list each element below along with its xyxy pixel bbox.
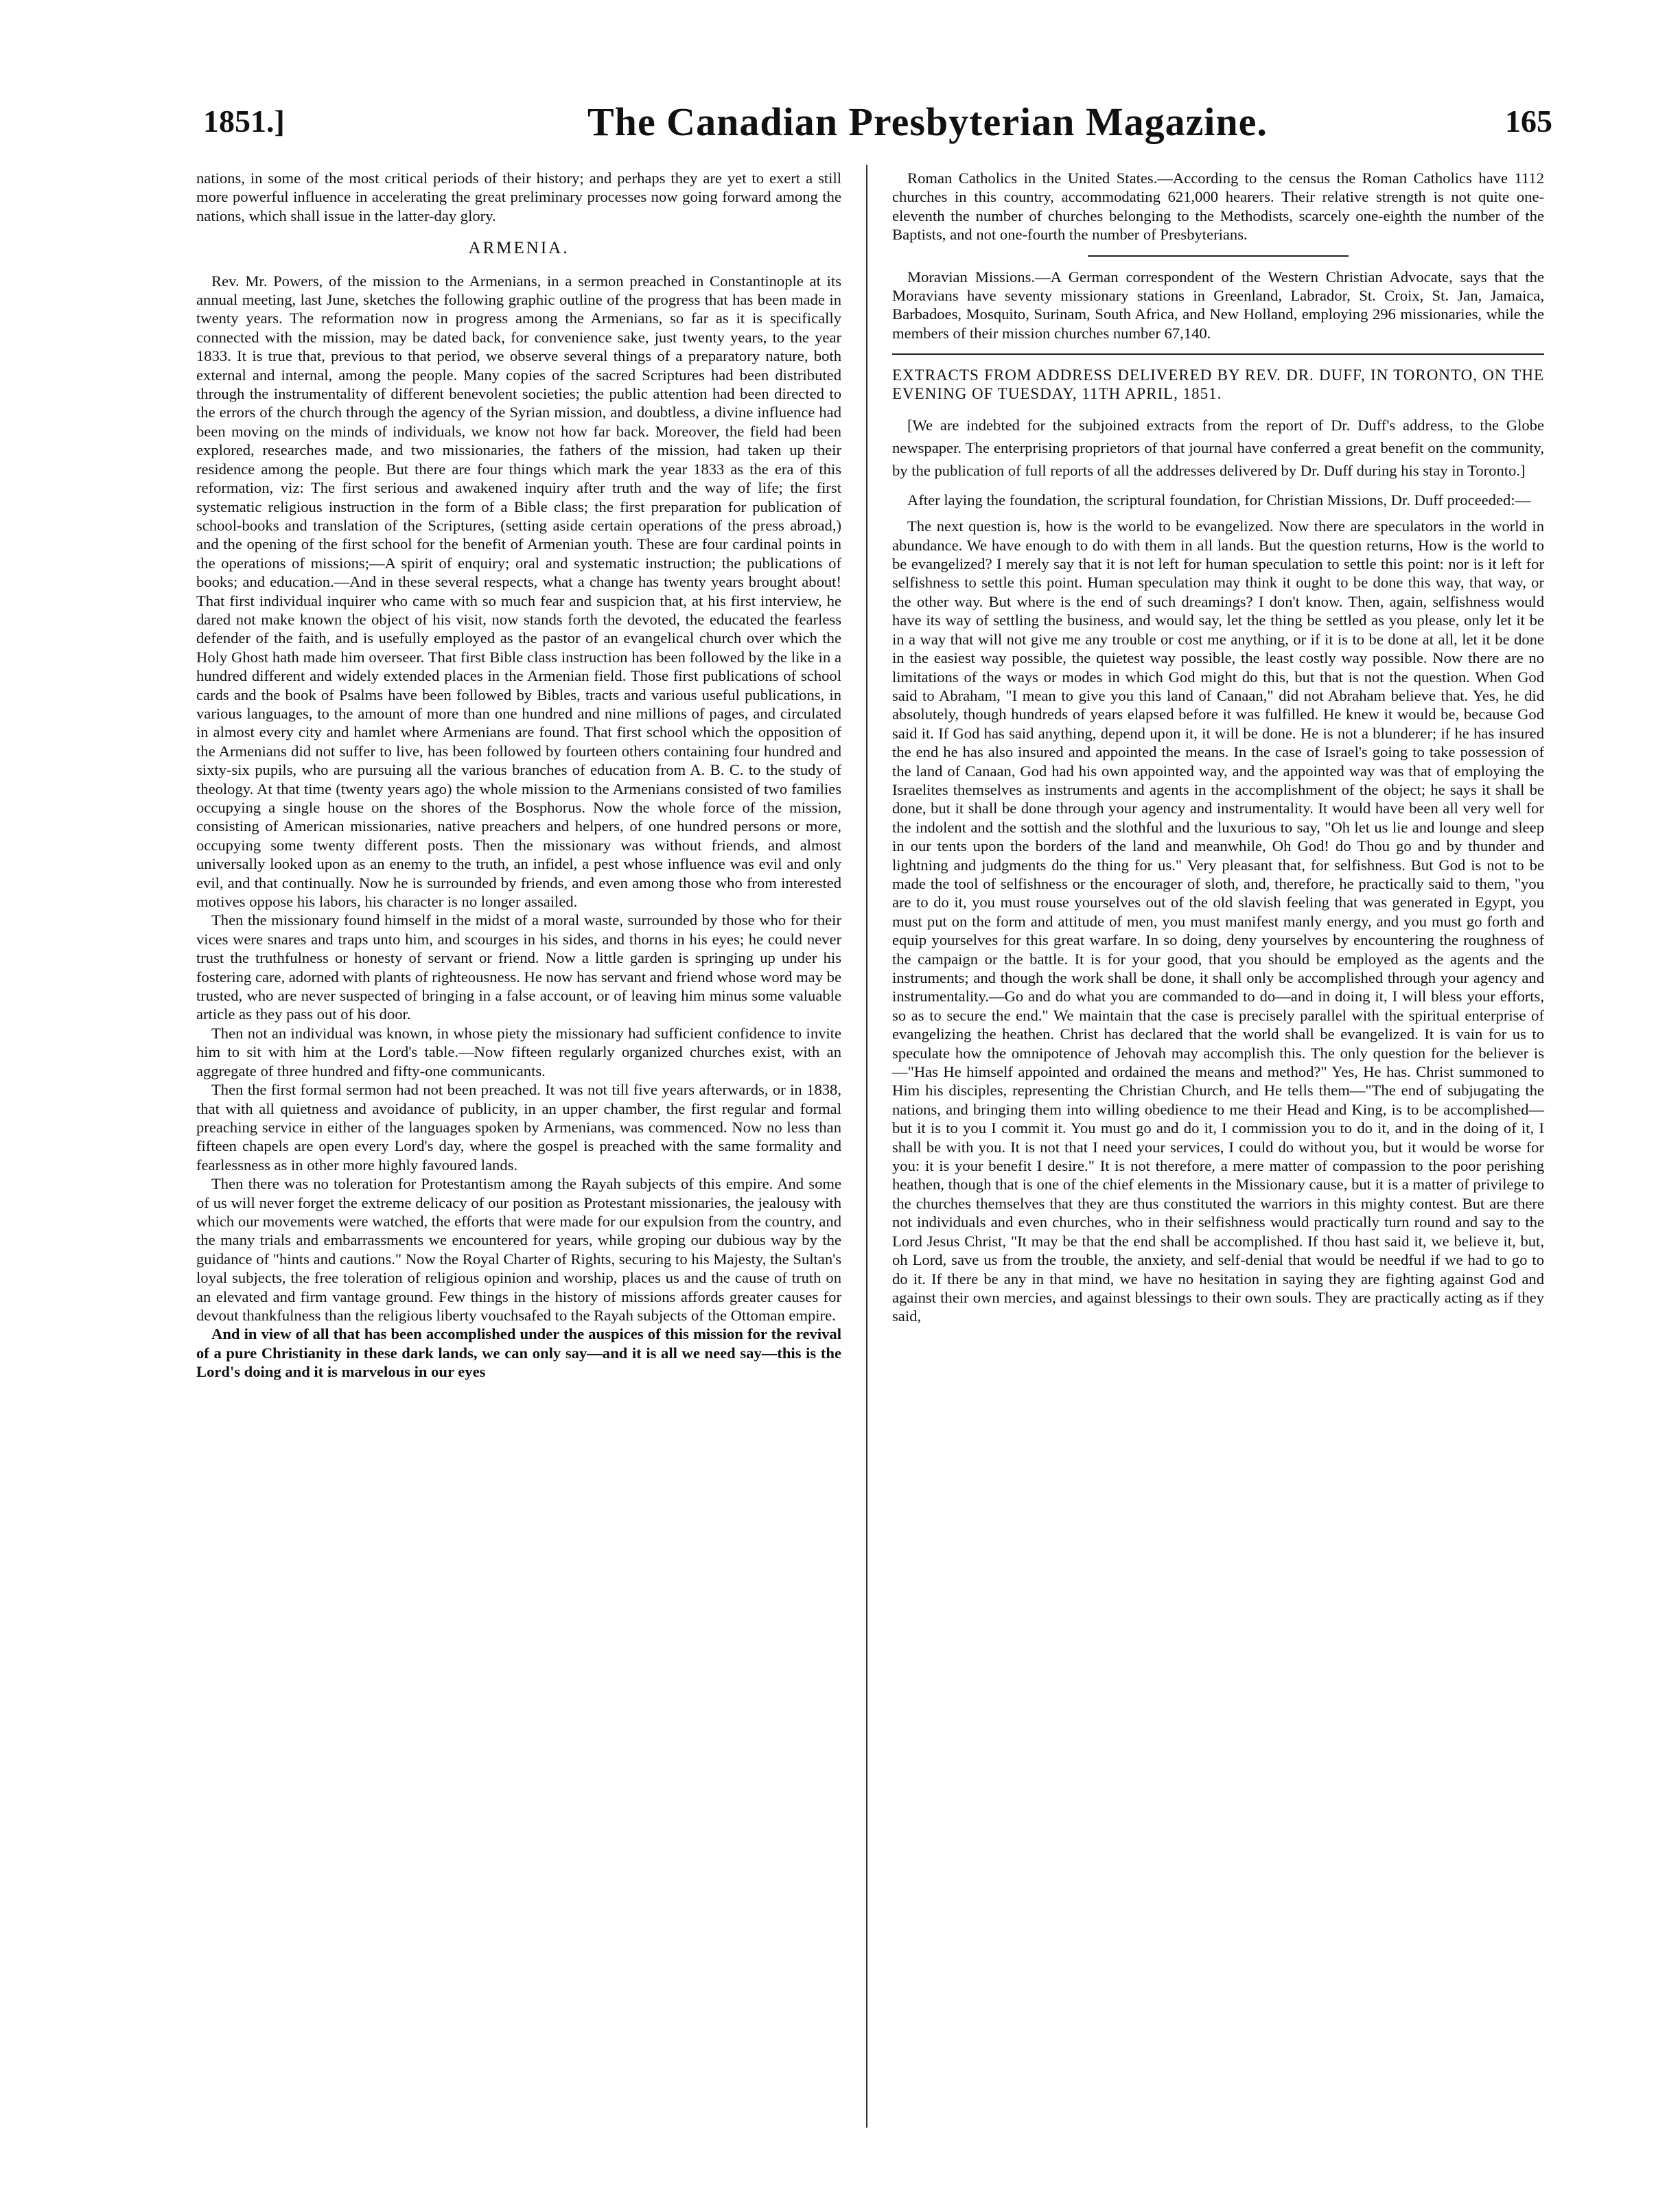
header-year: 1851.] [203,104,285,139]
column-divider [866,165,867,2128]
separator-rule [892,353,1544,355]
armenia-paragraph-2: Then the missionary found himself in the midst of a moral waste, surrounded by those who for their vices were snares and traps unto him, and scourges in his sides, and thorns in his eyes; he could never trust the truthfulness or honesty of servant or friend. Now a little garden is springing up under his fostering care, adorned with plants of righteousness. He now has servant and friend whose word may be trusted, who are never suspected of bringing in a false account, or of leaving him minus some valuable article as they pass out of his door. [196,911,841,1023]
armenia-paragraph-4: Then the first formal sermon had not been preached. It was not till five years afterwards, or in 1838, that with all quietness and avoidance of publicity, in an upper chamber, the first regular and formal preaching service in either of the languages spoken by Armenians, was commenced. Now no less than fifteen chapels are open every Lord's day, where the gospel is preached with the same formality and fearlessness as in other more highly favoured lands. [196,1081,841,1174]
armenia-paragraph-5: Then there was no toleration for Protestantism among the Rayah subjects of this empire. And some of us will never forget the extreme delicacy of our position as Protestant missionaries, the jealousy with which our movements were watched, the efforts that were made for our expulsion from the country, and the many trials and embarrassments we encountered for years, while groping our dubious way by the guidance of "hints and cautions." Now the Royal Charter of Rights, securing to his Majesty, the Sultan's loyal subjects, the free toleration of religious opinion and worship, places us and the cause of truth on an elevated and firm vantage ground. Few things in the history of missions affords greater causes for devout thankfulness than the religious liberty vouchsafed to the Rayah subjects of the Ottoman empire. [196,1175,841,1324]
lead-in: After laying the foundation, the scriptural foundation, for Christian Missions, Dr. Duff proceeded:— [907,491,1531,509]
section-title: ARMENIA. [468,239,570,258]
extracts-heading: EXTRACTS FROM ADDRESS DELIVERED BY REV. DR. DUFF, IN TORONTO, ON THE EVENING OF TUESDAY, 11TH APRIL, 1851. [892,366,1544,403]
duff-address-text: The next question is, how is the world to be evangelized. Now there are speculators in the world in abundance. We have enough to do with them in all lands. But the question returns, How is the world to be evangelized? I merely say that it is not left for human speculation to settle this point: nor is it left for selfishness to settle this point. Human speculation may think it ought to be done this way, that way, or the other way. But where is the end of such dreamings? I don't know. Then, again, selfishness would have its way of settling the business, and would say, let the thing be settled as you please, only let it be in a way that will not give me any trouble or cost me anything, or if it is to be done at all, let it be done in the easiest way possible, the quietest way possible, the least costly way possible. Now there are no limitations of the ways or modes in which God might do this, but that is not the question. When God said to Abraham, "I mean to give you this land of Canaan," did not Abraham believe that. Yes, he did absolutely, though hundreds of years elapsed before it was fulfilled. He knew it would be, because God said it. If God has said anything, depend upon it, it will be done. He is not a blunderer; if he has insured the end he has also insured and appointed the means. In the case of Israel's going to take possession of the land of Canaan, God had his own appointed way, and the appointed way was that of employing the Israelites themselves as instruments and agents in the accomplishment of the object; he says it shall be done, but it shall be done through your agency and instrumentality. It would have been all very well for the indolent and the sottish and the slothful and the luxurious to say, "Oh let us lie and lounge and sleep in our tents upon the borders of the land and meanwhile, Oh God! do Thou go and by thunder and lightning and judgments do the thing for us." Very pleasant that, for selfishness. But God is not to be made the tool of selfishness or the encourager of sloth, and, therefore, he practically said to them, "you are to do it, you must rouse yourselves out of the old slavish feeling that was generated in Egypt, you must put on the form and attitude of men, you must manifest manly energy, and you must go forth and equip yourselves for this great warfare. In so doing, deny yourselves by encountering the roughness of the campaign or the battle. It is for your good, that you should be employed as the agents and the instruments; and though the work shall be done, it shall only be accomplished through your agency and instrumentality.—Go and do what you are commanded to do—and in doing it, I will bless your efforts, so as to secure the end." We maintain that the case is precisely parallel with the spiritual enterprise of evangelizing the heathen. Christ has declared that the world shall be evangelized. It is vain for us to speculate how the omnipotence of Jehovah may accomplish this. The only question for the believer is—"Has He himself appointed and ordained the means and method?" Yes, He has. Christ summoned to Him his disciples, representing the Christian Church, and He tells them—"The end of subjugating the nations, and bringing them into willing obedience to me their Head and King, is to be accomplished—but it is to you I commit it. You must go and do it, I commission you to do it, and in the doing of it, I shall be with you. It is not that I need your services, I could do without you, but it would be worse for you: it is your benefit I desire." It is not therefore, a mere matter of compassion to the poor perishing heathen, though that is one of the chief elements in the Missionary cause, but it is a matter of privilege to the churches themselves that they are thus constituted the warriors in this mighty contest. But are there not individuals and even churches, who in their selfishness would practically turn round and say to the Lord Jesus Christ, "It may be that the end shall be accomplished. If thou hast said it, we believe it, but, oh Lord, save us from the trouble, the anxiety, and self-denial that would be needful if we had to go to do it. If there be any in that mind, we have no hesitation in saying they are fighting against God and against their own mercies, and against blessings to their own souls. They are practically acting as if they said, [892,517,1544,1325]
armenia-paragraph-3: Then not an individual was known, in whose piety the missionary had sufficient confidence to invite him to sit with him at the Lord's table.—Now fifteen regularly organized churches exist, with an aggregate of three hundred and fifty-one communicants. [196,1024,841,1080]
header-title: The Canadian Presbyterian Magazine. [587,100,1268,144]
armenia-paragraph-1: Rev. Mr. Powers, of the mission to the Armenians, in a sermon preached in Constantinople at its annual meeting, last June, sketches the following graphic outline of the progress that has been made in twenty years. The reformation now in progress among the Armenians, so far as it is specifically connected with the mission, may be dated back, for convenience sake, just twenty years, to the year 1833. It is true that, previous to that period, we observe several things of a preparatory nature, both external and internal, among the people. Many copies of the sacred Scriptures had been distributed through the instrumentality of different benevolent societies; the public attention had been directed to the errors of the church through the agency of the Syrian mission, and doubtless, a divine influence had been moving on the minds of individuals, we know not how far back. Moreover, the field had been explored, researches made, and two missionaries, the fathers of the mission, had taken up their residence among the people. But there are four things which mark the year 1833 as the era of this reformation, viz: The first serious and awakened inquiry after truth and the way of life; the first systematic religious instruction in the form of a Bible class; the first preparation for publication of school-books and translation of the Scriptures, (setting aside certain operations of the press abroad,) and the opening of the first school for the benefit of Armenian youth. These are four cardinal points in the operations of missions;—A spirit of enquiry; oral and systematic instruction; the publications of books; and education.—And in these several respects, what a change has twenty years brought about! That first individual inquirer who came with so much fear and suspicion that, at his first interview, he dared not make known the object of his visit, now stands forth the devoted, the educated the fearless defender of the faith, and is usefully employed as the pastor of an evangelical church over which the Holy Ghost hath made him overseer. That first Bible class instruction has been followed by the like in a hundred different and widely extended places in the Armenian field. Those first publications of school cards and the book of Psalms have been followed by Bibles, tracts and various useful publications, in various languages, to the amount of more than one hundred and nine millions of pages, and circulated in almost every city and hamlet where Armenians are found. That first school which the opposition of the Armenians did not suffer to live, has been followed by fourteen others containing four hundred and sixty-six pupils, who are pursuing all the various branches of education from A. B. C. to the study of theology. At that time (twenty years ago) the whole mission to the Armenians consisted of two families occupying a single house on the shores of the Bosphorus. Now the whole force of the mission, consisting of American missionaries, native preachers and helpers, of one hundred persons or more, occupying some twenty different posts. Then the missionary was without friends, and almost universally looked upon as an enemy to the truth, an infidel, a pest whose influence was evil and only evil, and that continually. Now he is surrounded by friends, and even among those who from interested motives oppose his labors, his character is no longer assailed. [196,272,841,911]
separator-rule [1088,255,1349,257]
right-column [892,169,1544,1326]
moravian-missions-item: Moravian Missions.—A German correspondent of the Western Christian Advocate, says that the Moravians have seventy missionary stations in Greenland, Labrador, St. Croix, St. Jan, Jamaica, Barbadoes, Mosquito, Surinam, South Africa, and New Holland, employing 296 missionaries, while the members of their mission churches number 67,140. [892,268,1544,342]
page-number: 165 [1505,104,1552,139]
left-column [196,169,841,1382]
editor-note: [We are indebted for the subjoined extracts from the report of Dr. Duff's address, to the Globe newspaper. The enterprising proprietors of that journal have conferred a great benefit on the community, by the publication of full reports of all the addresses delivered by Dr. Duff during his stay in Toronto.] [892,417,1544,480]
page-header [203,100,1552,151]
intro-paragraph: nations, in some of the most critical periods of their history; and perhaps they are yet to exert a still more powerful influence in accelerating the great preliminary processes now going forward among the nations, which shall issue in the latter-day glory. [196,170,841,224]
roman-catholics-item: Roman Catholics in the United States.—According to the census the Roman Catholics have 1112 churches in this country, accommodating 621,000 hearers. Their relative strength is not quite one-eleventh the number of churches belonging to the Methodists, scarcely one-eighth the number of the Baptists, and not one-fourth the number of Presbyterians. [892,170,1544,244]
armenia-paragraph-6: And in view of all that has been accomplished under the auspices of this mission for the revival of a pure Christianity in these dark lands, we can only say—and it is all we need say—this is the Lord's doing and it is marvelous in our eyes [196,1325,841,1381]
